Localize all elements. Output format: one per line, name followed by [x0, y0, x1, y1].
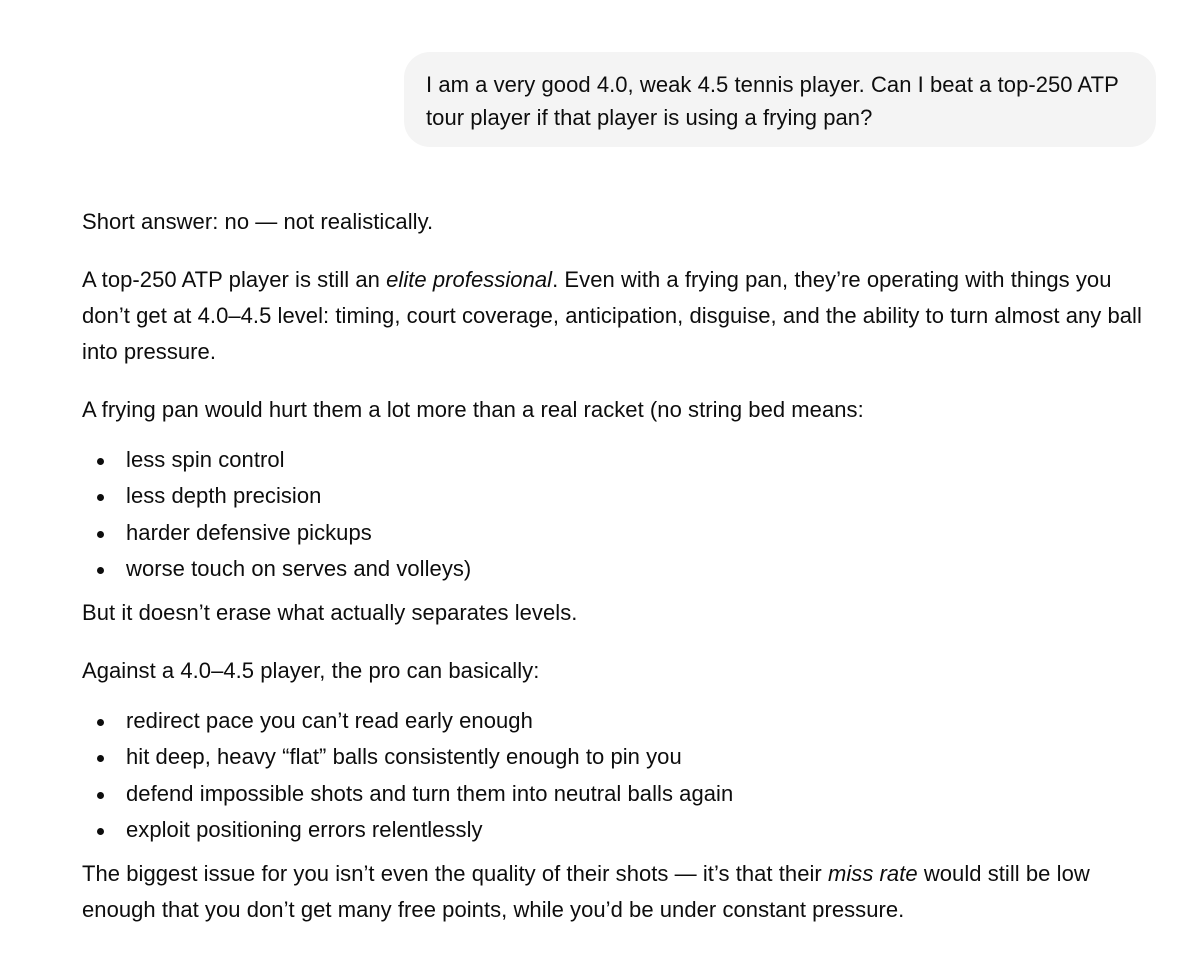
emphasis-text: miss rate: [827, 861, 918, 887]
bullet-icon: [97, 494, 104, 501]
bullet-icon: [97, 567, 104, 574]
answer-paragraph-miss-rate: [82, 856, 1162, 928]
paragraph-text: would still be low enough that you don’t get many free points, while you’d be under constant pressure.: [82, 861, 1090, 923]
list-item: [82, 551, 1162, 587]
list-item-text: defend impossible shots and turn them into neutral balls again: [126, 780, 734, 806]
paragraph-text: A top-250 ATP player is still an: [82, 267, 387, 292]
list-item-text: harder defensive pickups: [126, 519, 372, 545]
user-message-text: I am a very good 4.0, weak 4.5 tennis player. Can I beat a top-250 ATP tour player if that player is using a frying pan?: [426, 72, 1119, 130]
list-item: [82, 812, 1162, 848]
answer-summary: Short answer: no — not realistically.: [82, 209, 434, 234]
list-item: [82, 739, 1162, 775]
answer-paragraph-frying-pan: A frying pan would hurt them a lot more than a real racket (no string bed means:: [82, 397, 864, 422]
list-item: [82, 515, 1162, 551]
list-item: [82, 776, 1162, 812]
list-item-text: redirect pace you can’t read early enough: [126, 708, 533, 734]
pro-abilities-list: [82, 703, 1162, 848]
list-item: [82, 478, 1162, 514]
assistant-message: [82, 204, 1162, 950]
list-item: [82, 442, 1162, 478]
list-item-text: hit deep, heavy “flat” balls consistently enough to pin you: [126, 744, 682, 770]
bullet-icon: [97, 531, 104, 538]
emphasis-text: elite professional: [386, 267, 553, 292]
answer-paragraph-pro-abilities: Against a 4.0–4.5 player, the pro can basically:: [82, 658, 540, 684]
list-item: [82, 703, 1162, 739]
list-item-text: worse touch on serves and volleys): [126, 555, 472, 581]
paragraph-text: The biggest issue for you isn’t even the quality of their shots — it’s that their: [82, 861, 828, 887]
user-message-bubble: [404, 52, 1156, 147]
frying-pan-drawbacks-list: [82, 442, 1162, 587]
paragraph-text: . Even with a frying pan, they’re operating with things you don’t get at 4.0–4.5 level: timing, court coverage, anticipation, disguise, and the ability to turn almost any ball into pressure.: [82, 267, 1142, 364]
bullet-icon: [97, 755, 104, 762]
answer-paragraph-elite: [82, 262, 1162, 370]
list-item-text: less spin control: [126, 447, 285, 472]
answer-paragraph-levels: But it doesn’t erase what actually separates levels.: [82, 600, 578, 626]
bullet-icon: [97, 828, 104, 835]
bullet-icon: [97, 719, 104, 726]
bullet-icon: [97, 458, 104, 465]
bullet-icon: [97, 792, 104, 799]
list-item-text: exploit positioning errors relentlessly: [126, 817, 483, 843]
list-item-text: less depth precision: [126, 483, 322, 509]
